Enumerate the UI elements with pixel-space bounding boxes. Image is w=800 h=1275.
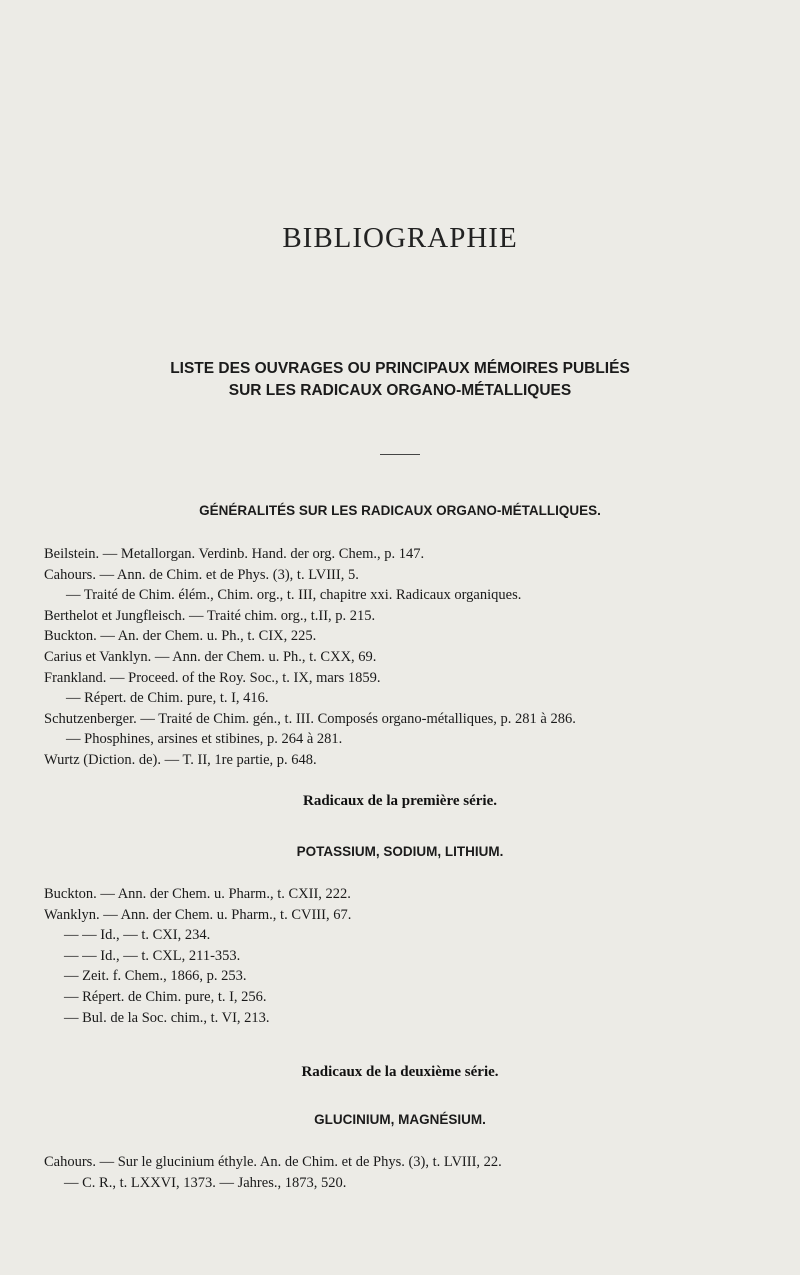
serie2-heading: Radicaux de la deuxième série. xyxy=(301,1064,499,1080)
serie2-entries-list xyxy=(44,1152,764,1193)
list-item: Buckton. — Ann. der Chem. u. Pharm., t. CXII, 222. xyxy=(44,886,351,902)
list-item: Buckton. — An. der Chem. u. Ph., t. CIX, 225. xyxy=(44,628,317,645)
list-item: — — Id., — t. CXI, 234. xyxy=(64,927,211,944)
list-item: — Zeit. f. Chem., 1866, p. 253. xyxy=(64,968,247,985)
list-item: Schutzenberger. — Traité de Chim. gén., t. III. Composés organo-métalliques, p. 281 à 286. xyxy=(44,710,576,727)
serie1-entries-list xyxy=(44,884,764,1028)
serie1-heading: Radicaux de la première série. xyxy=(303,793,497,809)
list-item: Wanklyn. — Ann. der Chem. u. Pharm., t. CVIII, 67. xyxy=(44,906,352,923)
general-entries-list xyxy=(44,544,764,771)
list-item: — Bul. de la Soc. chim., t. VI, 213. xyxy=(64,1009,270,1026)
list-item: — Phosphines, arsines et stibines, p. 264 à 281. xyxy=(66,731,343,748)
list-item: — C. R., t. LXXVI, 1373. — Jahres., 1873, 520. xyxy=(64,1174,347,1191)
list-heading xyxy=(0,358,800,402)
list-item: — Traité de Chim. élém., Chim. org., t. III, chapitre xxi. Radicaux organiques. xyxy=(66,587,522,604)
general-heading: GÉNÉRALITÉS SUR LES RADICAUX ORGANO-MÉTALLIQUES. xyxy=(199,503,601,518)
list-item: — Répert. de Chim. pure, t. I, 256. xyxy=(64,988,267,1005)
serie2-subheading: GLUCINIUM, MAGNÉSIUM. xyxy=(314,1112,486,1127)
serie1-subheading: POTASSIUM, SODIUM, LITHIUM. xyxy=(296,844,504,859)
list-item: Beilstein. — Metallorgan. Verdinb. Hand. der org. Chem., p. 147. xyxy=(44,546,425,562)
list-heading-line1: LISTE DES OUVRAGES OU PRINCIPAUX MÉMOIRES PUBLIÉS xyxy=(170,360,630,377)
list-heading-line2: SUR LES RADICAUX ORGANO-MÉTALLIQUES xyxy=(228,382,572,399)
list-item: Cahours. — Sur le glucinium éthyle. An. de Chim. et de Phys. (3), t. LVIII, 22. xyxy=(44,1154,502,1170)
list-item: — — Id., — t. CXL, 211-353. xyxy=(64,947,241,964)
list-item: Wurtz (Diction. de). — T. II, 1re partie, p. 648. xyxy=(44,751,317,768)
page-title: BIBLIOGRAPHIE xyxy=(282,222,518,254)
list-item: Cahours. — Ann. de Chim. et de Phys. (3), t. LVIII, 5. xyxy=(44,566,359,583)
list-item: Frankland. — Proceed. of the Roy. Soc., t. IX, mars 1859. xyxy=(44,669,381,686)
list-item: Berthelot et Jungfleisch. — Traité chim. org., t.II, p. 215. xyxy=(44,607,376,624)
list-item: — Répert. de Chim. pure, t. I, 416. xyxy=(66,690,269,707)
divider-rule xyxy=(380,454,420,455)
list-item: Carius et Vanklyn. — Ann. der Chem. u. Ph., t. CXX, 69. xyxy=(44,648,377,665)
